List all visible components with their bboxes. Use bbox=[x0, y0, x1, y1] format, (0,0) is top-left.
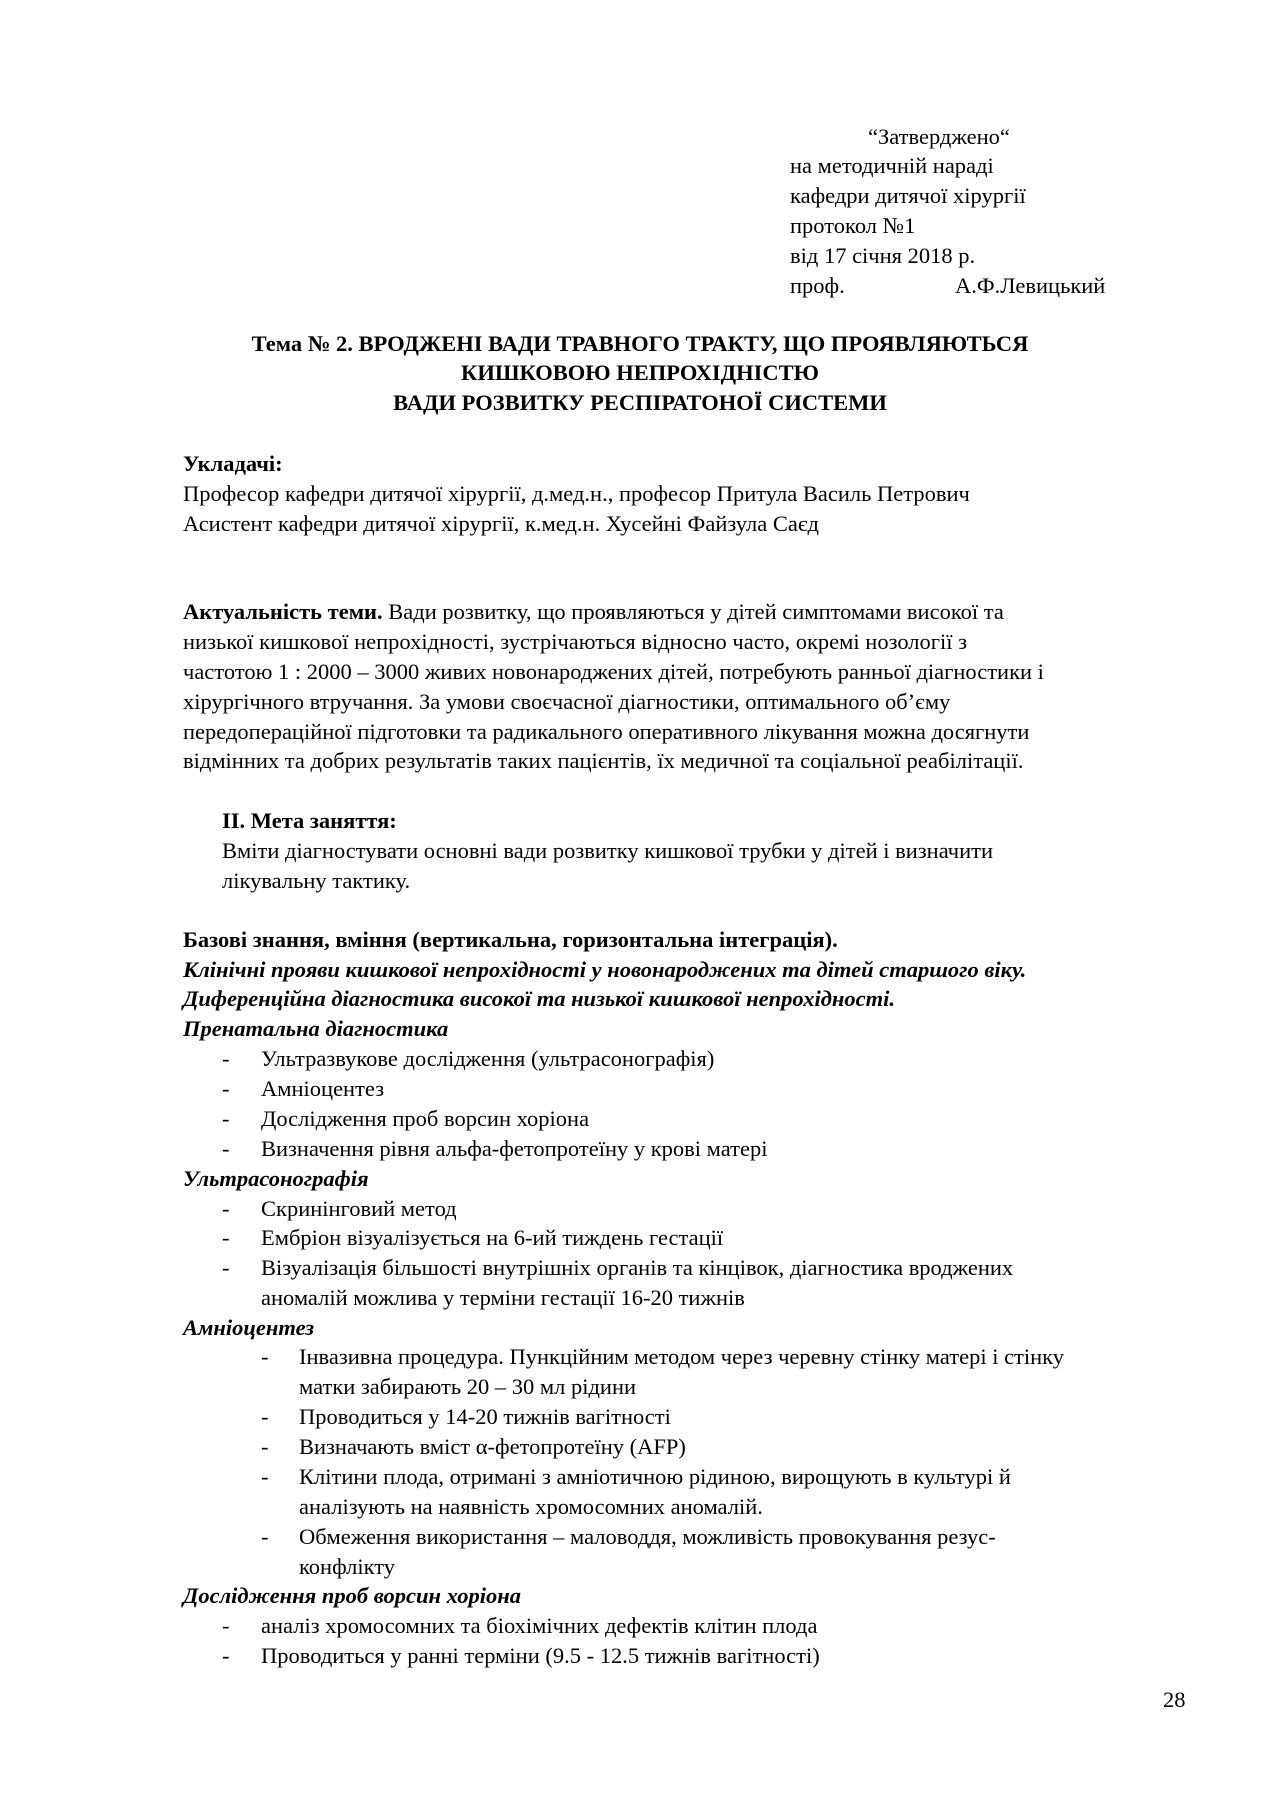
list-dash: - bbox=[222, 1046, 230, 1071]
relevance-line: частотою 1 : 2000 – 3000 живих новонароджених дітей, потребують ранньої діагностики і bbox=[183, 659, 1044, 684]
list-dash: - bbox=[222, 1225, 230, 1250]
list-dash: - bbox=[222, 1613, 230, 1638]
approval-prof-name: А.Ф.Левицький bbox=[955, 273, 1106, 298]
list-item: Визначають вміст α-фетопротеїну (AFP) bbox=[299, 1434, 686, 1459]
basics-heading: Базові знання, вміння (вертикальна, горизонтальна інтеграція). bbox=[183, 927, 838, 952]
chorion-heading: Дослідження проб ворсин хоріона bbox=[183, 1583, 522, 1608]
relevance-line: передопераційної підготовки та радикального оперативного лікування можна досягнути bbox=[183, 719, 1030, 744]
list-item-continuation: аномалій можлива у терміни гестації 16-20 тижнів bbox=[261, 1285, 745, 1310]
list-dash: - bbox=[261, 1344, 269, 1369]
goal-heading: ІІ. Мета заняття: bbox=[222, 808, 397, 833]
list-item: Обмеження використання – маловоддя, можливість провокування резус- bbox=[299, 1524, 996, 1549]
list-item: Проводиться у 14-20 тижнів вагітності bbox=[299, 1404, 671, 1429]
author-line: Асистент кафедри дитячої хірургії, к.мед.н. Хусейні Файзула Саєд bbox=[183, 511, 819, 536]
approval-line: від 17 січня 2018 р. bbox=[790, 243, 976, 268]
prenatal-heading: Пренатальна діагностика bbox=[183, 1016, 449, 1041]
page-number: 28 bbox=[1163, 1687, 1186, 1712]
relevance-first-line bbox=[183, 597, 1004, 627]
list-dash: - bbox=[222, 1643, 230, 1668]
ultrasound-heading: Ультрасонографія bbox=[183, 1166, 369, 1191]
approval-line: “Затверджено“ bbox=[868, 124, 1010, 149]
list-dash: - bbox=[261, 1464, 269, 1489]
topic-title-line: ВАДИ РОЗВИТКУ РЕСПІРАТОНОЇ СИСТЕМИ bbox=[393, 390, 887, 415]
list-item: Інвазивна процедура. Пункційним методом через черевну стінку матері і стінку bbox=[299, 1344, 1065, 1369]
approval-line: протокол №1 bbox=[790, 213, 916, 238]
basics-subheading: Диференційна діагностика високої та низької кишкової непрохідності. bbox=[183, 986, 895, 1011]
list-dash: - bbox=[222, 1136, 230, 1161]
goal-line: Вміти діагностувати основні вади розвитку кишкової трубки у дітей і визначити bbox=[222, 838, 994, 863]
list-item: Скринінговий метод bbox=[261, 1196, 457, 1221]
list-dash: - bbox=[222, 1076, 230, 1101]
list-item: Клітини плода, отримані з амніотичною рідиною, вирощують в культурі й bbox=[299, 1464, 1011, 1489]
amnio-heading: Амніоцентез bbox=[183, 1315, 315, 1340]
relevance-heading: Актуальність теми. bbox=[183, 599, 383, 624]
list-item: Проводиться у ранні терміни (9.5 - 12.5 тижнів вагітності) bbox=[261, 1643, 820, 1668]
basics-subheading: Клінічні прояви кишкової непрохідності у новонароджених та дітей старшого віку. bbox=[183, 957, 1027, 982]
list-dash: - bbox=[222, 1196, 230, 1221]
approval-prof-title: проф. bbox=[790, 273, 845, 298]
authors-heading: Укладачі: bbox=[183, 451, 283, 476]
approval-line: кафедри дитячої хірургії bbox=[790, 183, 1026, 208]
approval-line: на методичній нараді bbox=[790, 153, 994, 178]
list-item-continuation: аналізують на наявність хромосомних аномалій. bbox=[299, 1494, 763, 1519]
list-dash: - bbox=[222, 1106, 230, 1131]
list-item-continuation: конфлікту bbox=[299, 1554, 395, 1579]
list-dash: - bbox=[261, 1404, 269, 1429]
goal-line: лікувальну тактику. bbox=[222, 868, 411, 893]
list-item: Візуалізація більшості внутрішніх органів та кінцівок, діагностика вроджених bbox=[261, 1255, 1014, 1280]
list-dash: - bbox=[222, 1255, 230, 1280]
list-item: Дослідження проб ворсин хоріона bbox=[261, 1106, 590, 1131]
author-line: Професор кафедри дитячої хірургії, д.мед.н., професор Притула Василь Петрович bbox=[183, 481, 970, 506]
list-item-continuation: матки забирають 20 – 30 мл рідини bbox=[299, 1374, 637, 1399]
list-dash: - bbox=[261, 1434, 269, 1459]
topic-title-line: Тема № 2. ВРОДЖЕНІ ВАДИ ТРАВНОГО ТРАКТУ, ЩО ПРОЯВЛЯЮТЬСЯ bbox=[251, 331, 1029, 356]
list-dash: - bbox=[261, 1524, 269, 1549]
list-item: Амніоцентез bbox=[261, 1076, 385, 1101]
relevance-line: низької кишкової непрохідності, зустрічаються відносно часто, окремі нозології з bbox=[183, 629, 967, 654]
relevance-line: хірургічного втручання. За умови своєчасної діагностики, оптимального об’єму bbox=[183, 689, 951, 714]
list-item: Ультразвукове дослідження (ультрасонографія) bbox=[261, 1046, 715, 1071]
list-item: Визначення рівня альфа-фетопротеїну у крові матері bbox=[261, 1136, 768, 1161]
list-item: аналіз хромосомних та біохімічних дефектів клітин плода bbox=[261, 1613, 818, 1638]
relevance-line: відмінних та добрих результатів таких пацієнтів, їх медичної та соціальної реабілітації. bbox=[183, 748, 1024, 773]
list-item: Ембріон візуалізується на 6-ий тиждень гестації bbox=[261, 1225, 724, 1250]
relevance-text: Вади розвитку, що проявляються у дітей симптомами високої та bbox=[382, 599, 1004, 624]
topic-title-line: КИШКОВОЮ НЕПРОХІДНІСТЮ bbox=[461, 360, 819, 385]
